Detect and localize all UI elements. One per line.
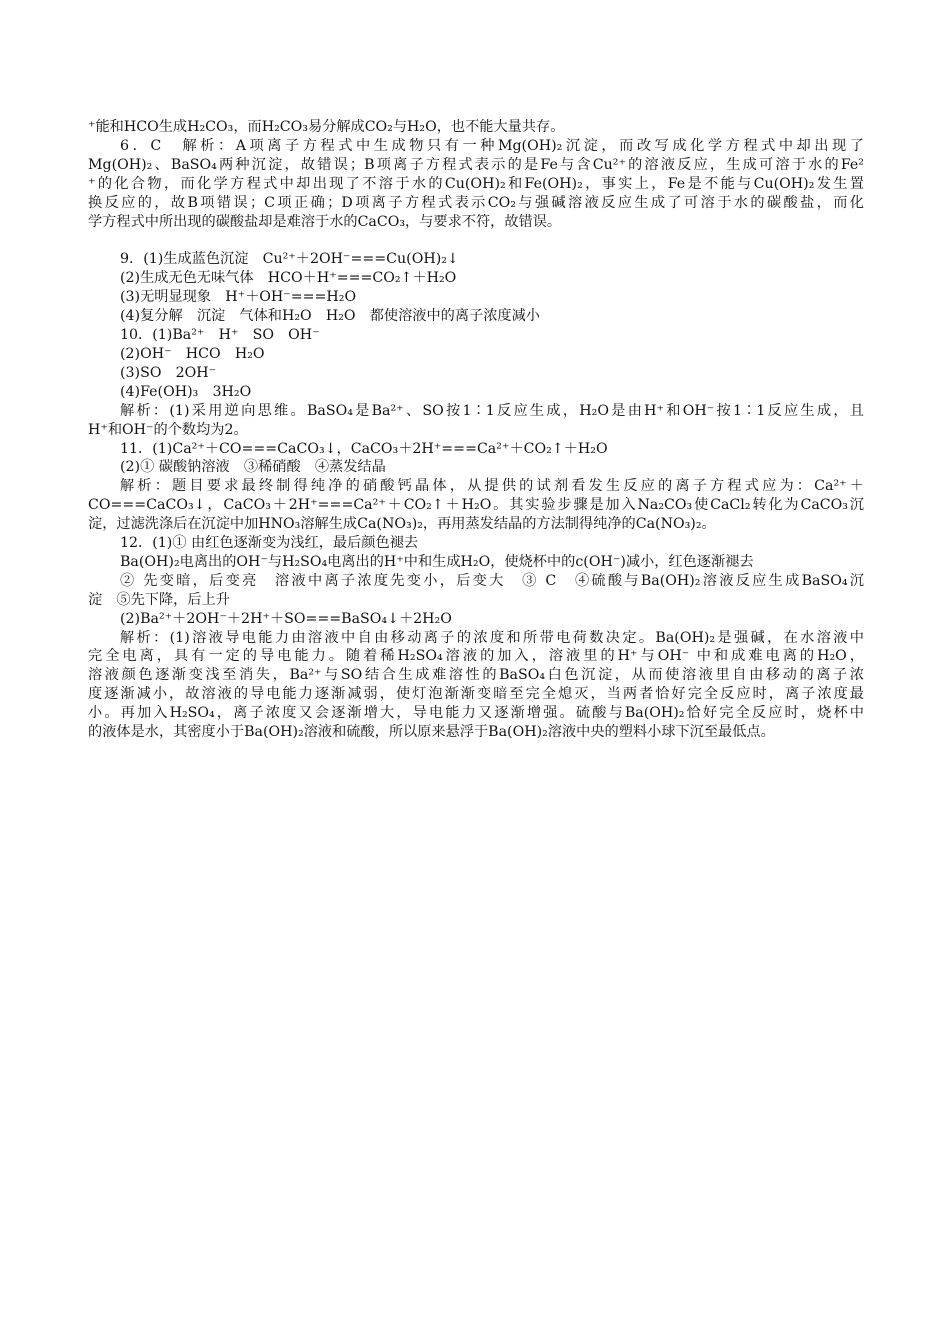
text-line: (4)复分解 沉淀 气体和H₂O H₂O 都使溶液中的离子浓度减小: [120, 308, 540, 325]
text-line: 解析：(1)采用逆向思维。BaSO₄是Ba²⁺、SO按1∶1反应生成，H₂O是由H⁺和OH⁻按1∶1反应生成，且: [120, 402, 864, 419]
text-line: H⁺和OH⁻的个数均为2。: [88, 421, 248, 438]
text-line: 度逐渐减小，故溶液的导电能力逐渐减弱，使灯泡渐渐变暗至完全熄灭，当两者恰好完全反应时，离子浓度最: [88, 686, 864, 703]
text-line: 9．(1)生成蓝色沉淀 Cu²⁺＋2OH⁻===Cu(OH)₂↓: [120, 251, 459, 268]
text-line: (3)无明显现象 H⁺＋OH⁻===H₂O: [120, 289, 357, 306]
text-line: 10．(1)Ba²⁺ H⁺ SO OH⁻: [120, 327, 320, 344]
text-line: (3)SO 2OH⁻: [120, 364, 217, 381]
text-line: (2)① 碳酸钠溶液 ③稀硝酸 ④蒸发结晶: [120, 459, 386, 476]
text-line: 12．(1)① 由红色逐渐变为浅红，最后颜色褪去: [120, 535, 419, 552]
spacer: [88, 231, 864, 250]
text-line: (2)Ba²⁺＋2OH⁻＋2H⁺＋SO===BaSO₄↓＋2H₂O: [120, 610, 452, 627]
text-line: 完全电离，具有一定的导电能力。随着稀H₂SO₄溶液的加入，溶液里的H⁺与OH⁻ 中和成难电离的H₂O，: [88, 648, 864, 665]
text-line: 解析：题目要求最终制得纯净的硝酸钙晶体，从提供的试剂看发生反应的离子方程式应为：Ca²⁺＋: [120, 478, 864, 495]
text-line: ⁺的化合物，而化学方程式中却出现了不溶于水的Cu(OH)₂和Fe(OH)₂，事实上，Fe是不能与Cu(OH)₂发生置: [88, 175, 864, 192]
text-line: 解析：(1)溶液导电能力由溶液中自由移动离子的浓度和所带电荷数决定。Ba(OH)₂是强碱，在水溶液中: [120, 629, 864, 646]
text-line: (2)生成无色无味气体 HCO＋H⁺===CO₂↑＋H₂O: [120, 270, 457, 287]
text-line: ⁺能和HCO生成H₂CO₃，而H₂CO₃易分解成CO₂与H₂O，也不能大量共存。: [88, 119, 565, 135]
text-line: 淀，过滤洗涤后在沉淀中加HNO₃溶解生成Ca(NO₃)₂，再用蒸发结晶的方法制得纯净的Ca(NO₃)₂。: [88, 516, 716, 533]
text-line: (2)OH⁻ HCO H₂O: [120, 345, 265, 362]
text-line: CO===CaCO₃↓，CaCO₃＋2H⁺===Ca²⁺＋CO₂↑＋H₂O。其实验步骤是加入Na₂CO₃使CaCl₂转化为CaCO₃沉: [88, 497, 864, 514]
text-line: 溶液颜色逐渐变浅至消失，Ba²⁺与SO结合生成难溶性的BaSO₄白色沉淀，从而使溶液里自由移动的离子浓: [88, 667, 864, 684]
text-line: 学方程式中所出现的碳酸盐却是难溶于水的CaCO₃，与要求不符，故错误。: [88, 213, 562, 230]
text-line: 小。再加入H₂SO₄，离子浓度又会逐渐增大，导电能力又逐渐增强。硫酸与Ba(OH)₂恰好完全反应时，烧杯中: [88, 705, 864, 722]
text-line: Ba(OH)₂电离出的OH⁻与H₂SO₄电离出的H⁺中和生成H₂O，使烧杯中的c(OH⁻)减小，红色逐渐褪去: [120, 553, 754, 570]
text-line: 淀 ⑤先下降，后上升: [88, 591, 230, 608]
text-line: 换反应的，故B项错误；C项正确；D项离子方程式表示CO₂与强碱溶液反应生成了可溶于水的碳酸盐，而化: [88, 194, 864, 211]
text-line: Mg(OH)₂、BaSO₄两种沉淀，故错误；B项离子方程式表示的是Fe与含Cu²⁺的溶液反应，生成可溶于水的Fe²: [88, 156, 864, 173]
text-line: 的液体是水，其密度小于Ba(OH)₂溶液和硫酸，所以原来悬浮于Ba(OH)₂溶液中央的塑料小球下沉至最低点。: [88, 724, 775, 741]
text-line: 11．(1)Ca²⁺＋CO===CaCO₃↓，CaCO₃＋2H⁺===Ca²⁺＋CO₂↑＋H₂O: [120, 440, 608, 457]
text-line: 6．C 解析：A项离子方程式中生成物只有一种Mg(OH)₂沉淀，而改写成化学方程式中却出现了: [120, 137, 864, 154]
text-line: (4)Fe(OH)₃ 3H₂O: [120, 383, 252, 400]
answer-document: [88, 118, 864, 742]
text-line: ② 先变暗，后变亮 溶液中离子浓度先变小，后变大 ③ C ④硫酸与Ba(OH)₂溶液反应生成BaSO₄沉: [120, 572, 864, 589]
